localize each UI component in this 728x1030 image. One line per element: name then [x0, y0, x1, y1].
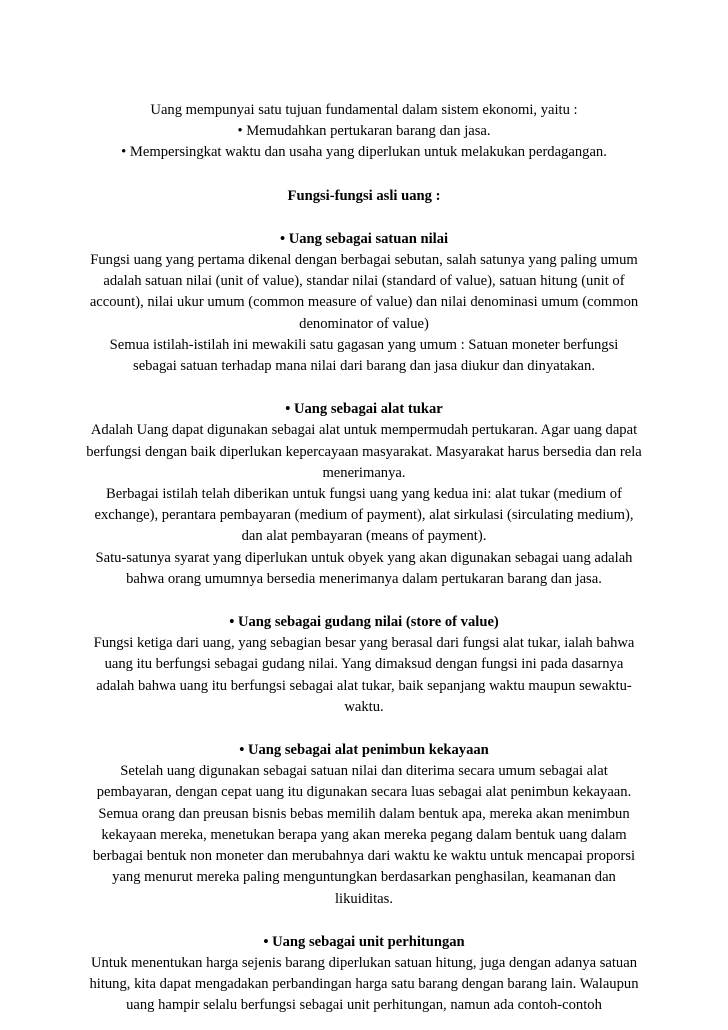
section-paragraph: Fungsi ketiga dari uang, yang sebagian besar yang berasal dari fungsi alat tukar, ialah bahwa uang itu berfungsi sebagai gudang nilai. Yang dimaksud dengan fungsi ini pada dasarnya adalah bahwa uang itu berfungsi sebagai alat tukar, baik sepanjang waktu maupun sewaktu-waktu. — [93, 635, 635, 715]
intro-bullet: • Memudahkan pertukaran barang dan jasa. — [237, 123, 491, 140]
section-paragraph: Berbagai istilah telah diberikan untuk fungsi uang yang kedua ini: alat tukar (medium of exchange), perantara pembayaran (medium of payment), alat sirkulasi (sirculating medium), dan alat pembayaran (means of payment). — [94, 486, 634, 545]
section-paragraph: Setelah uang digunakan sebagai satuan nilai dan diterima secara umum sebagai alat pembayaran, dengan cepat uang itu digunakan secara luas sebagai alat penimbun kekayaan. Semua orang dan preusan bisnis bebas memilih dalam bentuk apa, mereka akan menimbun kekayaan mereka, menetukan berapa yang akan mereka pegang dalam bentuk uang dalam berbagai bentuk non moneter dan merubahnya dari waktu ke waktu untuk mencapai proporsi yang menurut mereka paling menguntungkan berdasarkan penghasilan, keamanan dan likuiditas. — [92, 763, 636, 907]
section-paragraph: Satu-satunya syarat yang diperlukan untuk obyek yang akan digunakan sebagai uang adalah bahwa orang umumnya bersedia menerimanya dalam pertukaran barang dan jasa. — [95, 549, 633, 587]
section-heading: • Uang sebagai satuan nilai — [279, 230, 449, 247]
intro-line: Uang mempunyai satu tujuan fundamental dalam sistem ekonomi, yaitu : — [150, 102, 578, 118]
section-heading: • Uang sebagai alat penimbun kekayaan — [239, 742, 489, 759]
section-paragraph: Semua istilah-istilah ini mewakili satu gagasan yang umum : Satuan moneter berfungsi sebagai satuan terhadap mana nilai dari barang dan jasa diukur dan dinyatakan. — [109, 336, 619, 375]
section-unit-perhitungan — [86, 932, 642, 1017]
section-paragraph: Fungsi uang yang pertama dikenal dengan berbagai sebutan, salah satunya yang paling umum adalah satuan nilai (unit of value), standar nilai (standard of value), satuan hitung (unit of account), nilai ukur umum (common measure of value) dan nilai denominasi umum (common denominator of value) — [89, 252, 639, 332]
section-heading: • Uang sebagai alat tukar — [285, 401, 443, 418]
intro-bullet: • Mempersingkat waktu dan usaha yang diperlukan untuk melakukan perdagangan. — [121, 144, 607, 161]
section-paragraph: Untuk menentukan harga sejenis barang diperlukan satuan hitung, juga dengan adanya satuan hitung, kita dapat mengadakan perbandingan harga satu barang dengan barang lain. Walaupun uang hampir selalu berfungsi sebagai unit perhitungan, namun ada contoh-contoh — [89, 954, 639, 1014]
section-gudang-nilai — [86, 612, 642, 718]
section-heading: • Uang sebagai gudang nilai (store of value) — [229, 614, 499, 631]
section-satuan-nilai — [86, 229, 642, 377]
section-paragraph: Adalah Uang dapat digunakan sebagai alat untuk mempermudah pertukaran. Agar uang dapat berfungsi dengan baik diperlukan kepercayaan masyarakat. Masyarakat harus bersedia dan rela menerimanya. — [86, 422, 642, 481]
section-heading: • Uang sebagai unit perhitungan — [263, 933, 465, 950]
section-penimbun-kekayaan — [86, 740, 642, 910]
intro-block — [86, 100, 642, 164]
document-body — [86, 100, 642, 1017]
main-heading: Fungsi-fungsi asli uang : — [287, 187, 441, 204]
section-alat-tukar — [86, 399, 642, 590]
